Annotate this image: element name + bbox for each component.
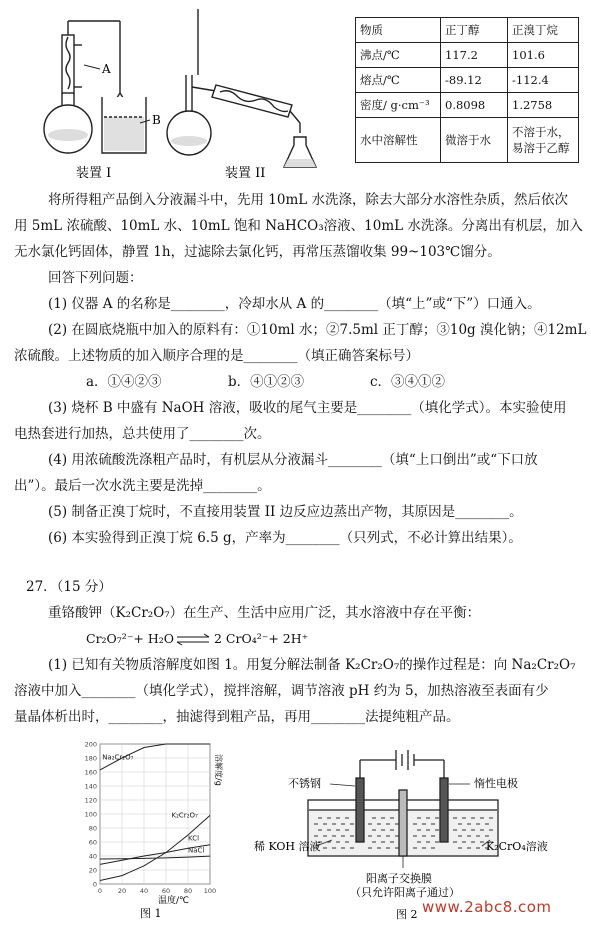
y-tick-label: 160 <box>84 768 97 777</box>
equilibrium-right: 2 CrO₄²⁻+ 2H⁺ <box>214 631 309 646</box>
label-right-electrode: 惰性电极 <box>474 777 518 790</box>
y-tick-label: 140 <box>84 782 97 791</box>
table-header-cell: 物质 <box>356 18 441 43</box>
question-4: (4) 用浓硫酸洗涤粗产品时，有机层从分液漏斗________（填“上口倒出”或“下口放 <box>48 452 538 468</box>
series-label: KCl <box>188 834 200 843</box>
table-cell: -112.4 <box>508 68 579 93</box>
series-label: NaCl <box>188 846 205 855</box>
table-header-cell: 正丁醇 <box>441 18 508 43</box>
label-right-solution: K₂CrO₄溶液 <box>486 840 548 853</box>
apparatus-2 <box>167 9 316 167</box>
label-membrane-note: （只允许阳离子通过） <box>350 886 460 899</box>
option-a: a．①④②③ <box>86 374 162 390</box>
question-6: (6) 本实验得到正溴丁烷 6.5 g，产率为________（只列式，不必计算出结果）。 <box>48 530 522 546</box>
label-left-electrode: 不锈钢 <box>288 777 321 790</box>
series-label: Na₂Cr₂O₇ <box>102 753 134 762</box>
table-cell: 不溶于水，易溶于乙醇 <box>508 118 579 163</box>
series-label: K₂Cr₂O₇ <box>171 811 198 820</box>
apparatus-1 <box>44 21 146 153</box>
section-27-intro: 重铬酸钾（K₂Cr₂O₇）在生产、生活中应用广泛，其水溶液中存在平衡： <box>48 605 481 621</box>
section-27-title: 27．（15 分） <box>26 579 112 595</box>
question-3-cont: 电热套进行加热，总共使用了________次。 <box>14 426 271 442</box>
table-cell: 沸点/℃ <box>356 43 441 68</box>
section-27-q1: (1) 已知有关物质溶解度如图 1。用复分解法制备 K₂Cr₂O₇的操作过程是：向 Na₂Cr₂O₇ <box>48 657 576 673</box>
x-tick-label: 60 <box>161 887 171 895</box>
section-27-q1-cont: 溶液中加入________（填化学式），搅拌溶解，调节溶液 pH 约为 5，加热溶液至表面有少 <box>14 683 549 699</box>
equilibrium-arrow-icon <box>176 634 212 646</box>
question-2-cont: 浓硫酸。上述物质的加入顺序合理的是________（填正确答案标号） <box>14 348 419 364</box>
section-27-q1-cont: 量晶体析出时，________，抽滤得到粗产品，再用________法提纯粗产品。 <box>14 709 460 725</box>
x-tick-label: 80 <box>183 887 193 895</box>
y-tick-label: 120 <box>84 796 97 805</box>
table-cell: 1.2758 <box>508 93 579 118</box>
apparatus-diagram <box>20 5 330 190</box>
question-4-cont: 出”）。最后一次水洗主要是洗掉________。 <box>14 478 271 494</box>
x-tick-label: 0 <box>97 887 103 895</box>
equilibrium-left: Cr₂O₇²⁻+ H₂O <box>86 631 175 646</box>
table-header-cell: 正溴丁烷 <box>508 18 579 43</box>
y-tick-label: 40 <box>88 852 97 861</box>
x-tick-label: 20 <box>117 887 127 895</box>
y-tick-label: 80 <box>88 824 97 833</box>
question-3: (3) 烧杯 B 中盛有 NaOH 溶液，吸收的尾气主要是________（填化学式）。本实验使用 <box>48 400 567 416</box>
label-b: B <box>152 113 161 127</box>
properties-table <box>355 17 579 163</box>
figure-1-caption: 图 1 <box>140 907 162 920</box>
table-row <box>356 43 579 68</box>
table-cell: 熔点/℃ <box>356 68 441 93</box>
table-row <box>356 68 579 93</box>
paragraph-line: 将所得粗产品倒入分液漏斗中，先用 10mL 水洗涤，除去大部分水溶性杂质，然后依次 <box>48 192 569 208</box>
caption-apparatus-1: 装置 I <box>76 166 112 181</box>
figure-2-caption: 图 2 <box>396 908 418 921</box>
x-tick-label: 100 <box>203 887 217 895</box>
y-tick-label: 0 <box>92 880 97 889</box>
x-tick-label: 40 <box>139 887 149 895</box>
option-c: c．③④①② <box>370 374 446 390</box>
table-row <box>356 93 579 118</box>
table-cell: 0.8098 <box>441 93 508 118</box>
paragraph-line: 无水氯化钙固体，静置 1h，过滤除去氯化钙，再常压蒸馏收集 99~103℃馏分。 <box>14 244 501 260</box>
solubility-chart <box>70 736 230 921</box>
prompt-line: 回答下列问题： <box>48 270 143 286</box>
chart-xlabel: 温度/℃ <box>158 896 190 906</box>
table-cell: -89.12 <box>441 68 508 93</box>
y-tick-label: 60 <box>88 838 97 847</box>
chart-ylabel: 溶解度/g <box>214 754 223 786</box>
y-tick-label: 100 <box>84 810 97 819</box>
label-a: A <box>102 62 111 76</box>
y-tick-label: 20 <box>88 866 97 875</box>
table-cell: 101.6 <box>508 43 579 68</box>
caption-apparatus-2: 装置 II <box>225 166 266 181</box>
question-2: (2) 在圆底烧瓶中加入的原料有：①10ml 水；②7.5ml 正丁醇；③10g 溴化钠；④12mL <box>48 322 587 338</box>
option-b: b．④①②③ <box>228 374 305 390</box>
label-membrane: 阳离子交换膜 <box>366 872 432 885</box>
table-cell: 水中溶解性 <box>356 118 441 163</box>
y-tick-label: 180 <box>84 754 97 763</box>
question-5: (5) 制备正溴丁烷时，不直接用装置 II 边反应边蒸出产物，其原因是________。 <box>48 504 523 520</box>
y-tick-label: 200 <box>84 740 97 749</box>
paragraph-line: 用 5mL 浓硫酸、10mL 水、10mL 饱和 NaHCO₃溶液、10mL 水洗涤。分离出有机层，加入 <box>14 218 583 234</box>
table-cell: 微溶于水 <box>441 118 508 163</box>
table-cell: 密度/ g·cm⁻³ <box>356 93 441 118</box>
table-row <box>356 118 579 163</box>
label-left-solution: 稀 KOH 溶液 <box>254 840 321 853</box>
question-1: (1) 仪器 A 的名称是________，冷却水从 A 的________（填“上”或“下”）口通入。 <box>48 296 541 312</box>
table-cell: 117.2 <box>441 43 508 68</box>
watermark: www.2abc8.com <box>422 898 552 916</box>
table-header-row <box>356 18 579 43</box>
